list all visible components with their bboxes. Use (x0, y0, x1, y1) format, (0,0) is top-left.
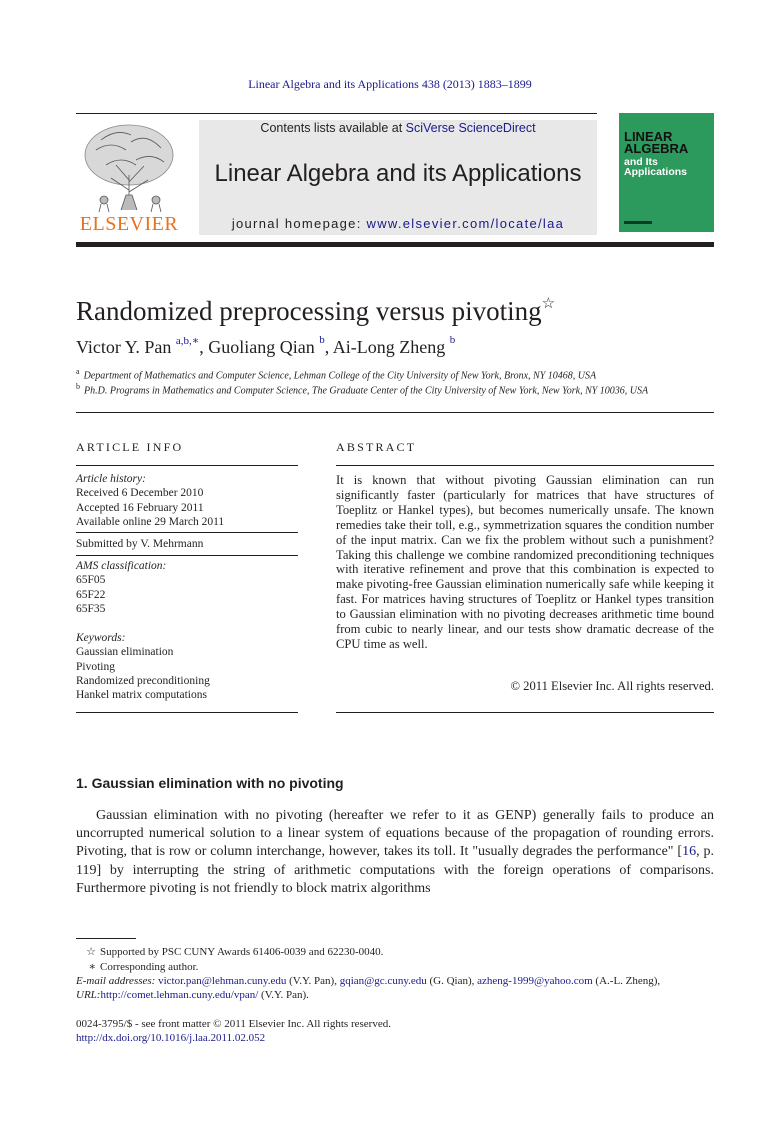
article-info-rule (76, 465, 298, 466)
sciencedirect-link[interactable]: SciVerse ScienceDirect (405, 121, 536, 135)
footnote-corresponding (76, 960, 716, 975)
email-label: E-mail addresses: (76, 975, 156, 987)
history-rule (76, 532, 298, 533)
paper-title-text: Randomized preprocessing versus pivoting (76, 296, 542, 326)
footnote-emails (76, 974, 716, 989)
cover-line-1: LINEAR (624, 129, 673, 144)
affiliation-mark: a (76, 367, 80, 376)
affiliation-b (76, 382, 648, 396)
submitted-by: Submitted by V. Mehrmann (76, 538, 204, 550)
submitted-rule (76, 555, 298, 556)
author-affiliation-mark[interactable]: b (449, 334, 456, 346)
tree-icon (76, 120, 182, 215)
article-history (76, 472, 224, 529)
keywords (76, 631, 210, 702)
footnote-text: Supported by PSC CUNY Awards 61406-0039 and 62230-0040. (100, 946, 384, 958)
author-name[interactable]: Guoliang Qian (208, 337, 315, 357)
affiliation-rule (76, 412, 714, 413)
ams-classification (76, 559, 166, 616)
ams-label: AMS classification: (76, 560, 167, 572)
author-affiliation-mark[interactable]: b (319, 334, 325, 346)
section-body (76, 807, 714, 898)
paper-title (76, 296, 555, 327)
section-heading: 1. Gaussian elimination with no pivoting (76, 775, 344, 791)
author-list (76, 334, 456, 358)
elsevier-wordmark[interactable]: ELSEVIER (79, 213, 179, 235)
url-owner: (V.Y. Pan). (258, 989, 309, 1001)
cover-line-2: ALGEBRA (624, 141, 689, 156)
abstract-bottom-rule (336, 712, 714, 713)
header-bottom-rule (76, 242, 714, 247)
body-text: Gaussian elimination with no pivoting (hereafter we refer to it as GENP) generally fails to produce an uncorrupted numerical solution to a linear system of equations because of the propagation of rounding errors. Pivoting, that is row or column interchange, however, takes its toll. It "usually degrades the performance" [ (76, 808, 714, 860)
email-owner: (A.-L. Zheng), (592, 975, 661, 987)
homepage-link[interactable]: www.elsevier.com/locate/laa (366, 216, 565, 231)
url-label: URL: (76, 989, 101, 1001)
homepage-prefix: journal homepage: (231, 216, 367, 231)
abstract-copyright: © 2011 Elsevier Inc. All rights reserved. (510, 679, 714, 693)
author-name[interactable]: Victor Y. Pan (76, 337, 172, 357)
history-online: Available online 29 March 2011 (76, 515, 225, 528)
footnote-mark: ∗ (88, 961, 96, 973)
author-separator: , (199, 337, 209, 357)
author-separator: , (324, 337, 333, 357)
abstract-text: It is known that without pivoting Gaussian elimination can run significantly faster (particularly for matrices that have structures of Toeplitz or Hankel types), but becomes numerically unsafe. The known remedies take their toll, e.g., symmetrization squares the condition number of the input matrix. Can we fix the problem without such a punishment? Taking this challenge we combine randomized preconditioning techniques with iterative refinement and prove that this combination is expected to make pivoting-free Gaussian elimination numerically safe while keeping it fast. For matrices having structures of Toeplitz or Hankel types transition to Gaussian elimination with no pivoting decreases arithmetic time bound from cubic to nearly linear, and our tests show dramatic decrease of the CPU time as well. (336, 473, 714, 651)
footnote-url (76, 988, 716, 1003)
history-accepted: Accepted 16 February 2011 (76, 501, 204, 514)
homepage-url-link[interactable]: http://comet.lehman.cuny.edu/vpan/ (100, 989, 259, 1001)
ams-code: 65F22 (76, 588, 106, 601)
email-owner: (G. Qian), (426, 975, 478, 987)
author-name[interactable]: Ai-Long Zheng (332, 337, 446, 357)
history-received: Received 6 December 2010 (76, 487, 204, 500)
keyword: Hankel matrix computations (76, 689, 207, 702)
issn-line: 0024-3795/$ - see front matter © 2011 Elsevier Inc. All rights reserved. (76, 1018, 391, 1030)
ams-code: 65F05 (76, 574, 106, 587)
keyword: Randomized preconditioning (76, 674, 210, 687)
abstract-heading: ABSTRACT (336, 440, 417, 454)
footnote-rule (76, 938, 136, 939)
doi-link[interactable]: http://dx.doi.org/10.1016/j.laa.2011.02.052 (76, 1032, 266, 1044)
email-link[interactable]: gqian@gc.cuny.edu (339, 975, 427, 987)
cover-title (624, 131, 688, 155)
journal-homepage (199, 216, 597, 231)
cover-bar (624, 221, 652, 224)
affiliation-text: Ph.D. Programs in Mathematics and Computer Science, The Graduate Center of the City University of New York, New York, NY 10036, USA (84, 385, 649, 397)
footnote-funding (76, 945, 716, 960)
body-text: , p. 119] by interrupting the string of arithmetic computations with the foreign operations of comparisons. Furthermore pivoting is not friendly to block matrix algorithms (76, 844, 715, 896)
email-link[interactable]: azheng-1999@yahoo.com (477, 975, 593, 987)
keyword: Gaussian elimination (76, 646, 174, 659)
ams-code: 65F35 (76, 602, 106, 615)
affiliation-mark: b (76, 382, 80, 391)
title-footnote-mark[interactable]: ☆ (541, 296, 556, 312)
header-top-rule (76, 113, 597, 114)
footnote-mark: ☆ (86, 946, 96, 958)
cover-subtitle (624, 157, 687, 177)
author-affiliation-mark[interactable]: a,b,∗ (175, 335, 200, 347)
cover-line-3: and Its (624, 156, 658, 168)
abstract-rule (336, 465, 714, 466)
article-info-bottom-rule (76, 712, 298, 713)
affiliation-a (76, 367, 596, 381)
article-info-heading: ARTICLE INFO (76, 440, 184, 454)
keyword: Pivoting (76, 660, 115, 673)
cover-line-4: Applications (624, 166, 688, 178)
journal-cover-thumbnail[interactable] (619, 113, 714, 232)
affiliation-text: Department of Mathematics and Computer Science, Lehman College of the City University of New York, Bronx, NY 10468, USA (83, 370, 597, 382)
contents-line (199, 121, 597, 135)
reference-link[interactable]: 16 (682, 844, 697, 860)
email-owner: (V.Y. Pan), (286, 975, 340, 987)
contents-prefix: Contents lists available at (260, 121, 406, 135)
journal-citation[interactable]: Linear Algebra and its Applications 438 (2013) 1883–1899 (248, 77, 532, 91)
keywords-label: Keywords: (76, 632, 126, 644)
email-link[interactable]: victor.pan@lehman.cuny.edu (158, 975, 287, 987)
history-label: Article history: (76, 473, 146, 485)
journal-title: Linear Algebra and its Applications (214, 160, 582, 187)
footnote-text: Corresponding author. (100, 961, 199, 973)
